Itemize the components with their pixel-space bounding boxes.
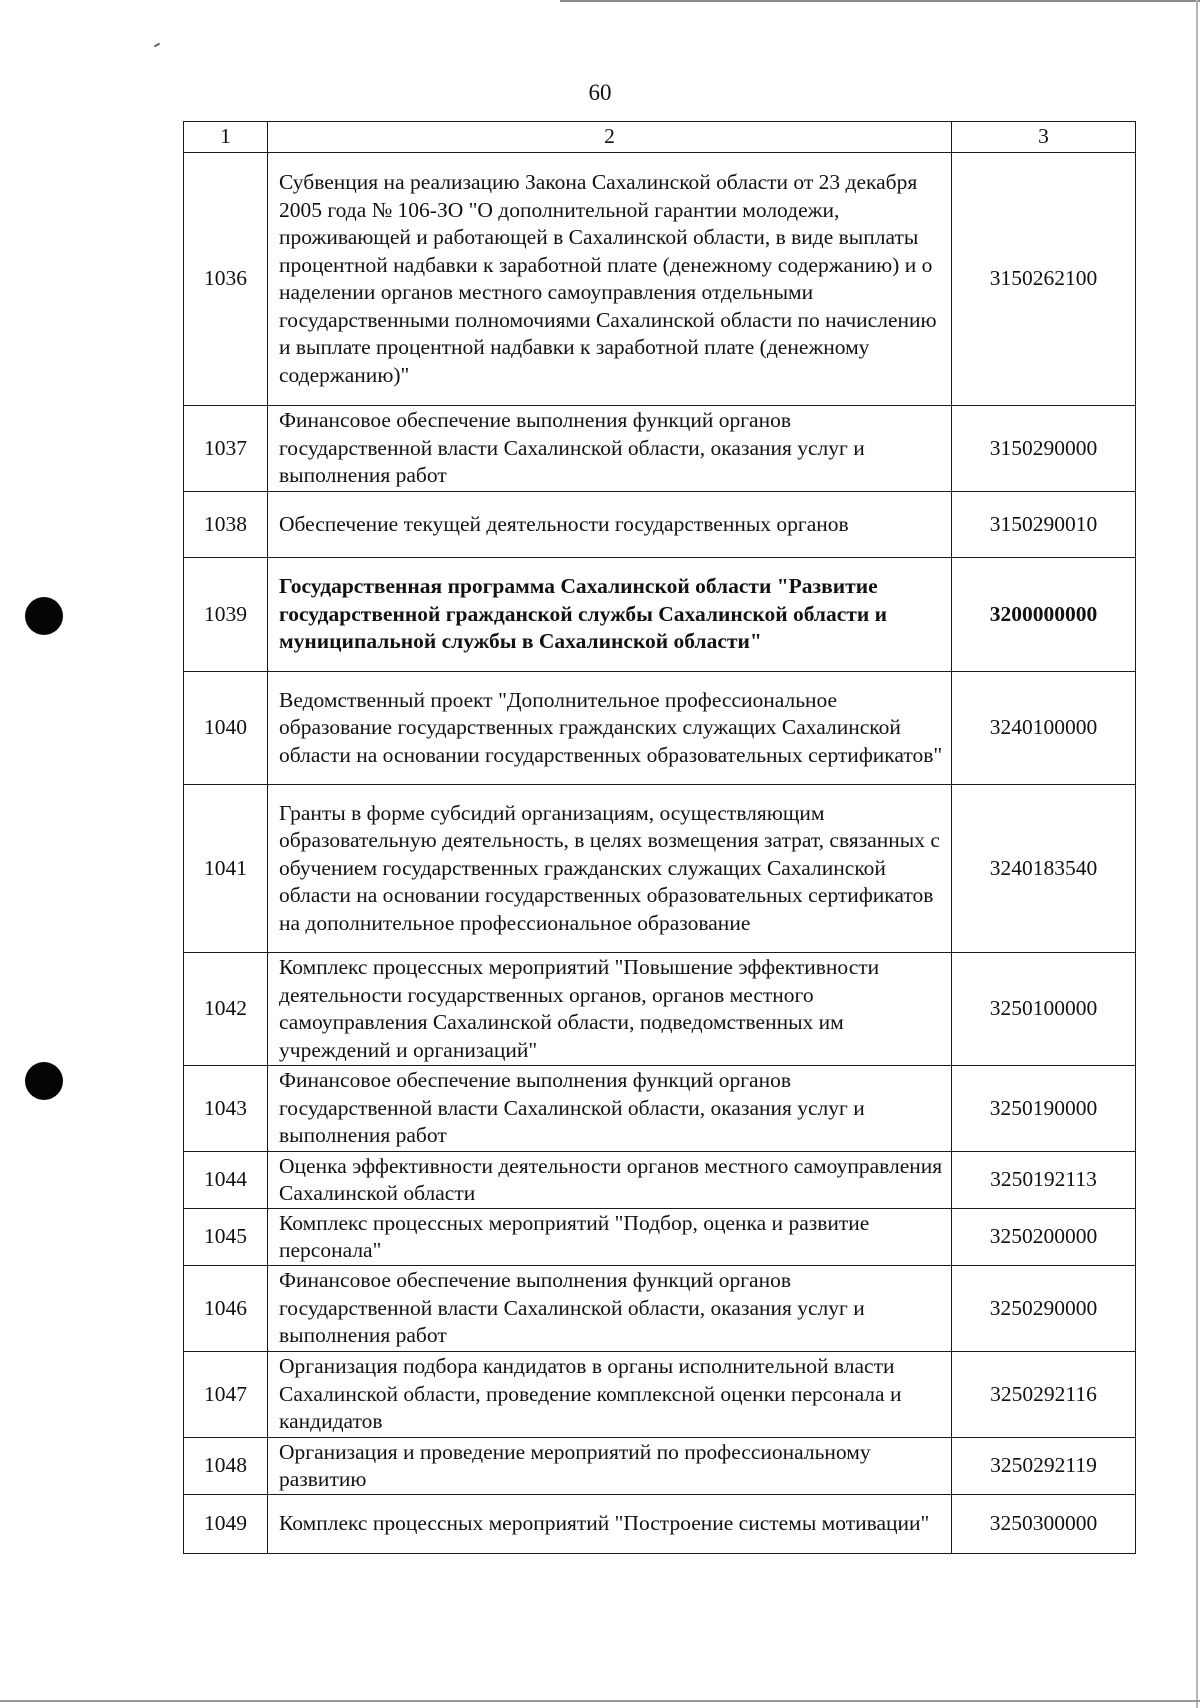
row-description: Оценка эффективности деятельности органов местного самоуправления Сахалинской области	[268, 1152, 952, 1209]
row-description: Обеспечение текущей деятельности государственных органов	[268, 492, 952, 558]
row-number: 1036	[184, 153, 268, 406]
row-description: Ведомственный проект "Дополнительное профессиональное образование государственных гражданских служащих Сахалинской области на основании государственных образовательных сертификатов"	[268, 672, 952, 785]
row-description: Финансовое обеспечение выполнения функций органов государственной власти Сахалинской области, оказания услуг и выполнения работ	[268, 1266, 952, 1352]
row-number: 1039	[184, 558, 268, 672]
row-number: 1045	[184, 1209, 268, 1266]
row-number: 1044	[184, 1152, 268, 1209]
punch-hole	[25, 1062, 63, 1100]
budget-code-table	[183, 121, 1136, 1554]
column-header-number: 1	[184, 122, 268, 153]
table-row	[184, 1266, 1136, 1352]
punch-hole	[25, 597, 63, 635]
row-code: 3250100000	[952, 953, 1136, 1066]
row-description: Финансовое обеспечение выполнения функций органов государственной власти Сахалинской области, оказания услуг и выполнения работ	[268, 1066, 952, 1152]
row-number: 1042	[184, 953, 268, 1066]
scan-edge-bottom	[0, 1700, 1200, 1702]
table-row	[184, 1495, 1136, 1554]
table-header-row	[184, 122, 1136, 153]
row-description: Государственная программа Сахалинской области "Развитие государственной гражданской службы Сахалинской области и муниципальной службы в Сахалинской области"	[268, 558, 952, 672]
scan-edge-top	[560, 0, 1200, 2]
row-number: 1041	[184, 785, 268, 953]
table-row	[184, 1209, 1136, 1266]
row-code: 3150290010	[952, 492, 1136, 558]
table-row	[184, 672, 1136, 785]
row-code: 3150262100	[952, 153, 1136, 406]
row-code: 3250290000	[952, 1266, 1136, 1352]
row-description: Организация подбора кандидатов в органы исполнительной власти Сахалинской области, проведение комплексной оценки персонала и кандидатов	[268, 1352, 952, 1438]
scan-artifact	[154, 43, 160, 48]
table-row	[184, 1438, 1136, 1495]
page-number: 60	[588, 80, 612, 105]
table-row	[184, 153, 1136, 406]
row-number: 1048	[184, 1438, 268, 1495]
row-description: Субвенция на реализацию Закона Сахалинской области от 23 декабря 2005 года № 106-ЗО "О дополнительной гарантии молодежи, проживающей и работающей в Сахалинской области, в виде выплаты процентной надбавки к заработной плате (денежному содержанию) и о наделении органов местного самоуправления отдельными государственными полномочиями Сахалинской области по начислению и выплате процентной надбавки к заработной плате (денежному содержанию)"	[268, 153, 952, 406]
row-number: 1046	[184, 1266, 268, 1352]
row-number: 1038	[184, 492, 268, 558]
table-row	[184, 1066, 1136, 1152]
row-description: Комплекс процессных мероприятий "Повышение эффективности деятельности государственных органов, органов местного самоуправления Сахалинской области, подведомственных им учреждений и организаций"	[268, 953, 952, 1066]
row-code: 3250292116	[952, 1352, 1136, 1438]
column-header-name: 2	[268, 122, 952, 153]
row-number: 1043	[184, 1066, 268, 1152]
table-row	[184, 1152, 1136, 1209]
row-description: Комплекс процессных мероприятий "Подбор, оценка и развитие персонала"	[268, 1209, 952, 1266]
row-code: 3250200000	[952, 1209, 1136, 1266]
row-code: 3250192113	[952, 1152, 1136, 1209]
table-row	[184, 558, 1136, 672]
row-code: 3240100000	[952, 672, 1136, 785]
row-number: 1040	[184, 672, 268, 785]
row-description: Организация и проведение мероприятий по профессиональному развитию	[268, 1438, 952, 1495]
row-number: 1037	[184, 406, 268, 492]
row-description: Гранты в форме субсидий организациям, осуществляющим образовательную деятельность, в целях возмещения затрат, связанных с обучением государственных гражданских служащих Сахалинской области на основании государственных образовательных сертификатов на дополнительное профессиональное образование	[268, 785, 952, 953]
row-code: 3200000000	[952, 558, 1136, 672]
row-description: Финансовое обеспечение выполнения функций органов государственной власти Сахалинской области, оказания услуг и выполнения работ	[268, 406, 952, 492]
row-code: 3250190000	[952, 1066, 1136, 1152]
table-row	[184, 953, 1136, 1066]
row-number: 1049	[184, 1495, 268, 1554]
row-code: 3250292119	[952, 1438, 1136, 1495]
table-row	[184, 1352, 1136, 1438]
table-row	[184, 492, 1136, 558]
column-header-code: 3	[952, 122, 1136, 153]
scan-edge-right	[1196, 0, 1198, 1708]
row-code: 3150290000	[952, 406, 1136, 492]
row-description: Комплекс процессных мероприятий "Построение системы мотивации"	[268, 1495, 952, 1554]
row-code: 3240183540	[952, 785, 1136, 953]
table-row	[184, 406, 1136, 492]
row-number: 1047	[184, 1352, 268, 1438]
row-code: 3250300000	[952, 1495, 1136, 1554]
table-row	[184, 785, 1136, 953]
